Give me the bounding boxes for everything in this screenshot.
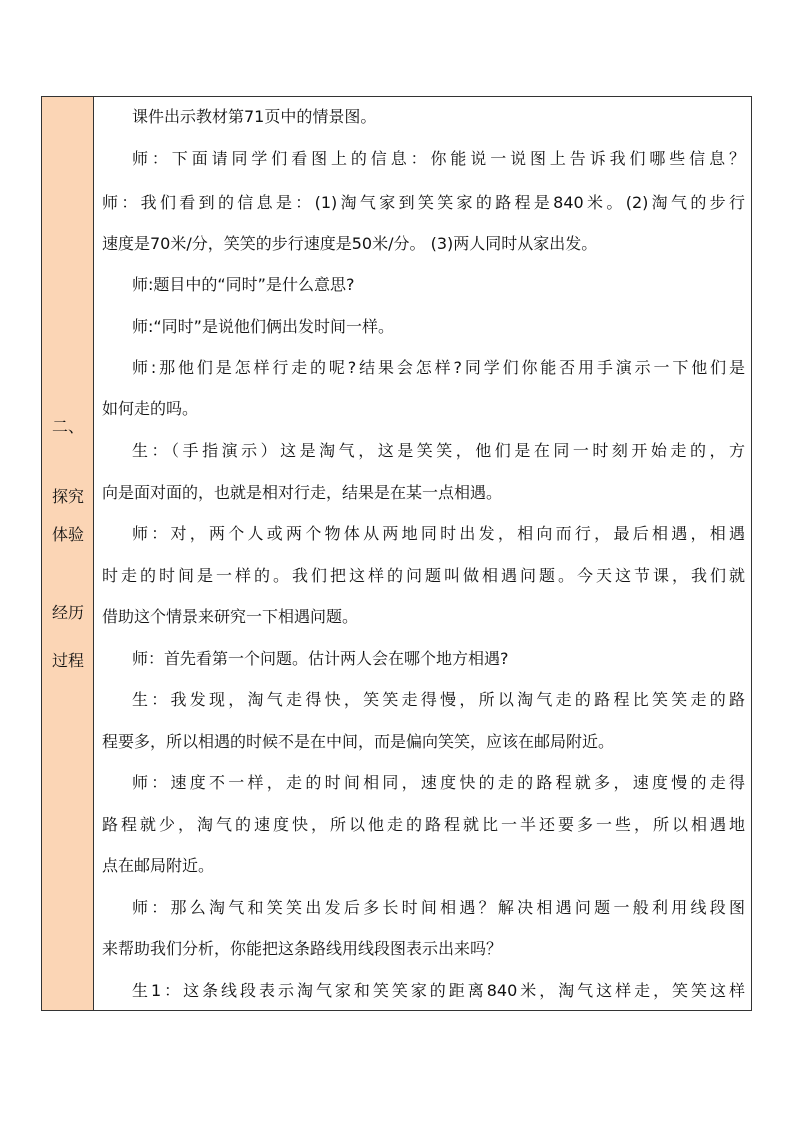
- text-line: 速度是70米/分，笑笑的步行速度是50米/分。 (3)两人同时从家出发。: [102, 234, 598, 253]
- text-line: 生：（手指演示）这是淘气，这是笑笑，他们是在同一时刻开始走的，方: [132, 441, 745, 460]
- text-line: 向是面对面的，也就是相对行走，结果是在某一点相遇。: [102, 483, 503, 502]
- text-line: 生1：这条线段表示淘气家和笑笑家的距离840米，淘气这样走，笑笑这样: [132, 981, 745, 1000]
- text-line: 师:“同时”是说他们俩出发时间一样。: [132, 317, 394, 336]
- text-line: 路程就少，淘气的速度快，所以他走的路程就比一半还要多一些，所以相遇地: [102, 815, 745, 834]
- text-line: 师：对，两个人或两个物体从两地同时出发，相向而行，最后相遇，相遇: [132, 524, 745, 543]
- text-line: 师:题目中的“同时”是什么意思?: [132, 275, 355, 294]
- text-line: 课件出示教材第71页中的情景图。: [132, 107, 377, 126]
- section-column: [42, 97, 94, 1010]
- text-line: 时走的时间是一样的。我们把这样的问题叫做相遇问题。今天这节课，我们就: [102, 566, 745, 585]
- text-line: 师：那么淘气和笑笑出发后多长时间相遇？解决相遇问题一般利用线段图: [132, 898, 745, 917]
- section-label-line: 二、: [51, 417, 84, 436]
- section-label-line: 体验: [51, 525, 84, 544]
- text-line: 师:那他们是怎样行走的呢?结果会怎样?同学们你能否用手演示一下他们是: [132, 358, 745, 377]
- text-line: 师：下面请同学们看图上的信息：你能说一说图上告诉我们哪些信息？: [132, 149, 745, 168]
- section-label-line: 经历: [51, 603, 84, 622]
- text-line: 程要多，所以相遇的时候不是在中间，而是偏向笑笑，应该在邮局附近。: [102, 732, 615, 751]
- text-line: 来帮助我们分析，你能把这条路线用线段图表示出来吗？: [102, 939, 503, 958]
- text-line: 师：首先看第一个问题。估计两人会在哪个地方相遇?: [132, 649, 509, 668]
- text-line: 借助这个情景来研究一下相遇问题。: [102, 607, 359, 626]
- text-line: 生：我发现，淘气走得快，笑笑走得慢，所以淘气走的路程比笑笑走的路: [132, 690, 745, 709]
- section-label-line: 过程: [51, 651, 84, 670]
- text-line: 如何走的吗。: [102, 399, 199, 418]
- lesson-content: [94, 97, 751, 1010]
- section-label-line: 探究: [51, 487, 84, 506]
- text-line: 师：我们看到的信息是：(1)淘气家到笑笑家的路程是840米。(2)淘气的步行: [102, 193, 745, 212]
- text-line: 师：速度不一样，走的时间相同，速度快的走的路程就多，速度慢的走得: [132, 773, 745, 792]
- lesson-table: [41, 96, 752, 1011]
- text-line: 点在邮局附近。: [102, 856, 215, 875]
